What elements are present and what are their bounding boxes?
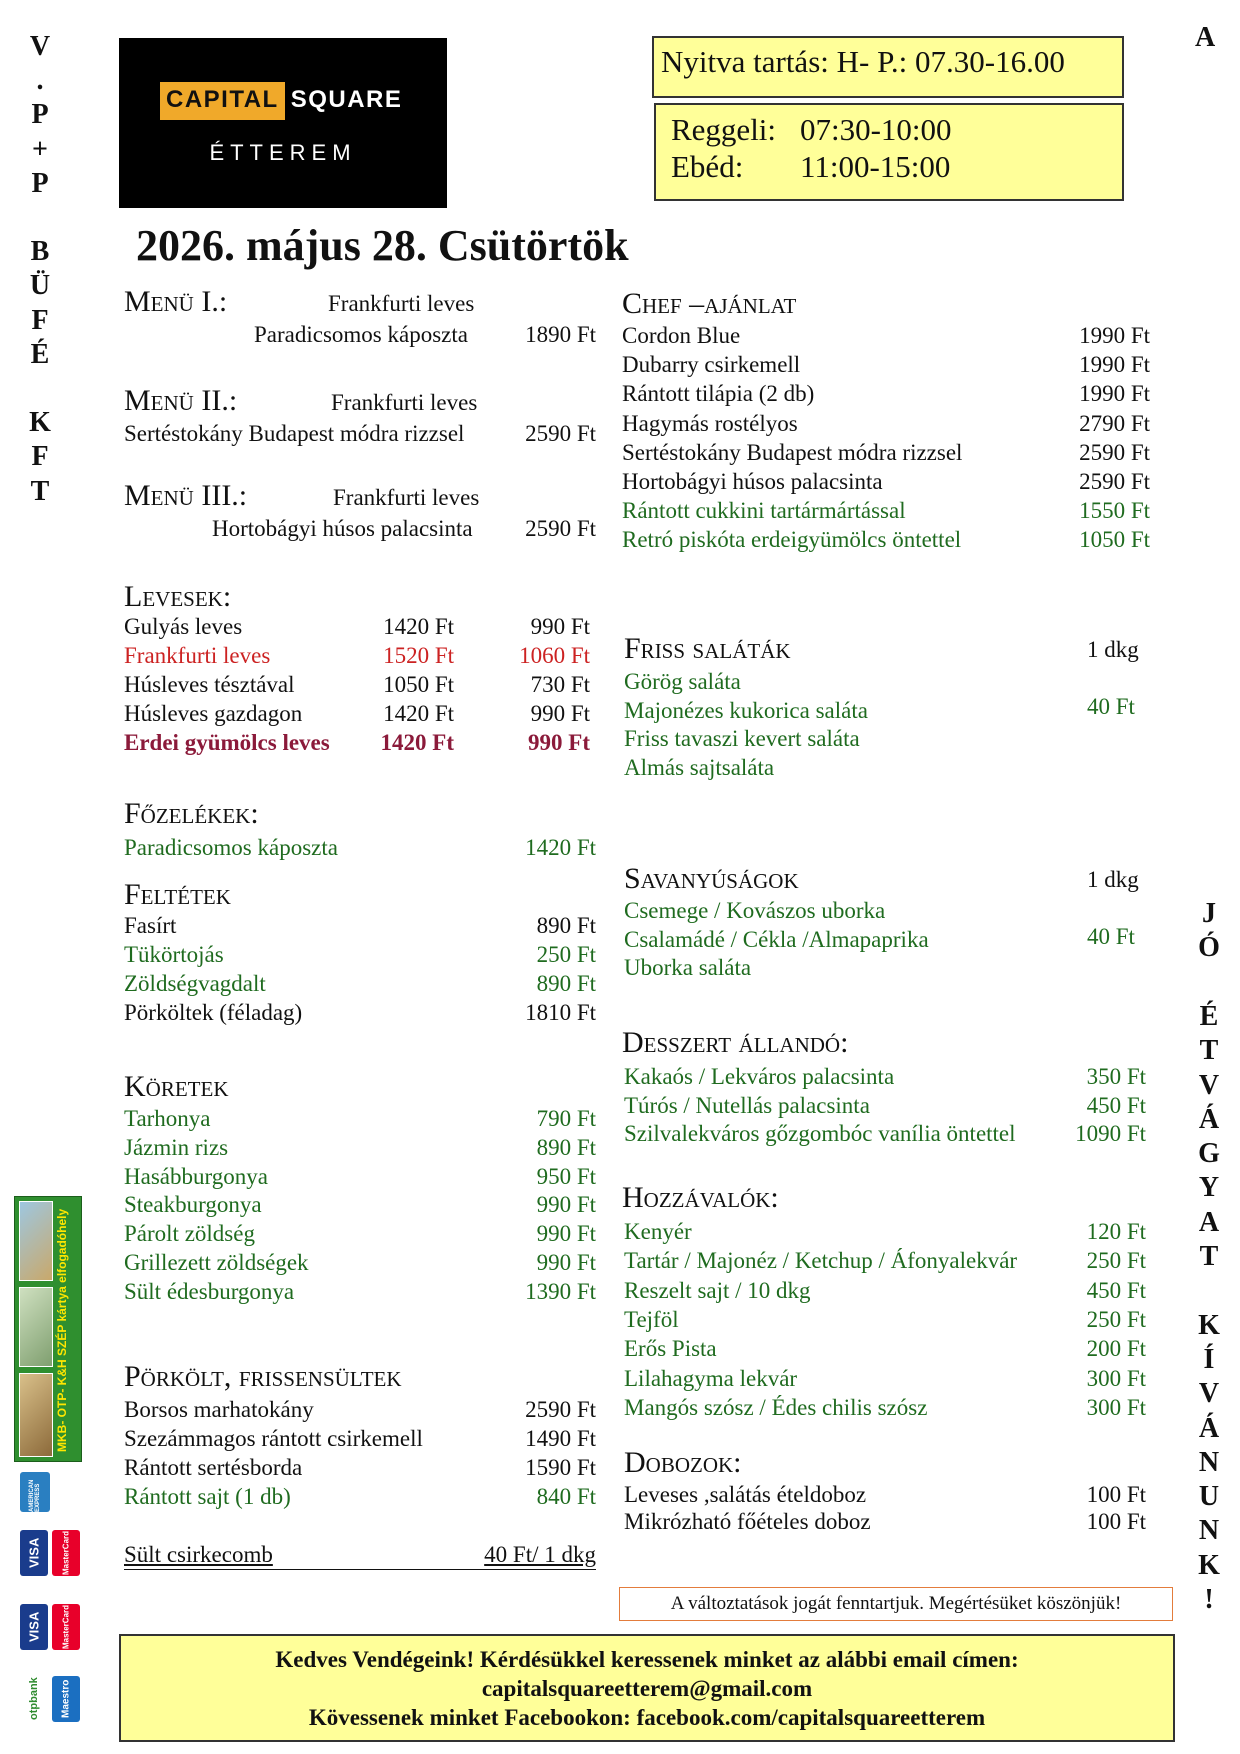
pickles-title: Savanyúságok bbox=[624, 862, 799, 895]
pickle-name: Csemege / Kovászos uborka bbox=[624, 898, 886, 923]
right-vertical-letter: É bbox=[1199, 1000, 1219, 1032]
lunch-label: Ebéd: bbox=[671, 149, 744, 184]
chef-price: 2590 Ft bbox=[1079, 469, 1150, 494]
extra-name: Lilahagyma lekvár bbox=[624, 1365, 798, 1391]
dessert-price: 450 Ft bbox=[1086, 1092, 1146, 1118]
menu-1-soup: Frankfurti leves bbox=[328, 291, 475, 316]
pickle-name: Csalamádé / Cékla /Almapaprika bbox=[624, 926, 929, 952]
maestro-icon: Maestro bbox=[52, 1676, 80, 1722]
salads-unit: 1 dkg bbox=[1087, 637, 1139, 662]
chicken-leg-underline bbox=[124, 1569, 596, 1570]
porkolt-price: 1490 Ft bbox=[525, 1426, 596, 1451]
left-vertical-letter: É bbox=[30, 338, 50, 370]
soup-name: Húsleves gazdagon bbox=[124, 701, 303, 726]
koret-name: Steakburgonya bbox=[124, 1192, 262, 1218]
logo-badge bbox=[160, 82, 402, 120]
feltet-name: Fasírt bbox=[124, 913, 177, 938]
right-vertical-letter: Í bbox=[1203, 1343, 1215, 1375]
chef-price: 1990 Ft bbox=[1079, 352, 1150, 378]
koret-price: 790 Ft bbox=[536, 1106, 596, 1131]
feltetek-title: Feltétek bbox=[124, 878, 231, 911]
chef-name: Retró piskóta erdeigyümölcs öntettel bbox=[622, 527, 962, 553]
extra-name: Mangós szósz / Édes chilis szósz bbox=[624, 1394, 928, 1420]
opening-hours: Nyitva tartás: H- P.: 07.30-16.00 bbox=[661, 44, 1065, 79]
extra-name: Kenyér bbox=[624, 1219, 692, 1244]
left-vertical-letter: Ü bbox=[29, 270, 51, 302]
chef-price: 1050 Ft bbox=[1079, 527, 1150, 553]
extra-price: 450 Ft bbox=[1086, 1277, 1146, 1303]
soup-price-large: 1520 Ft bbox=[383, 643, 454, 668]
menu-1-title: Menü I.: bbox=[124, 285, 228, 318]
left-vertical-letter: F bbox=[31, 441, 49, 473]
feltet-price: 250 Ft bbox=[536, 942, 596, 967]
soup-price-small: 990 Ft bbox=[530, 614, 590, 639]
right-vertical-letter: Á bbox=[1198, 1412, 1220, 1444]
soup-name: Gulyás leves bbox=[124, 614, 243, 639]
disclaimer-notice: A változtatások jogát fenntartjuk. Megértésüket köszönjük! bbox=[619, 1587, 1173, 1621]
boxes-title: Dobozok: bbox=[624, 1446, 742, 1479]
menu-date: 2026. május 28. Csütörtök bbox=[136, 221, 629, 270]
lunch-hours-row bbox=[671, 148, 1122, 185]
extra-price: 250 Ft bbox=[1086, 1306, 1146, 1332]
menu-2-price: 2590 Ft bbox=[525, 421, 596, 446]
menu-3-main: Hortobágyi húsos palacsinta bbox=[212, 516, 473, 541]
koret-name: Grillezett zöldségek bbox=[124, 1250, 309, 1275]
fozelek-item-price: 1420 Ft bbox=[525, 835, 596, 860]
soup-price-large: 1420 Ft bbox=[380, 730, 454, 755]
mastercard-electronic-icon: MasterCard bbox=[52, 1604, 80, 1650]
fozelek-item-name: Paradicsomos káposzta bbox=[124, 835, 338, 860]
soups-title: Levesek: bbox=[124, 580, 232, 613]
soup-price-large: 1420 Ft bbox=[383, 614, 454, 639]
right-vertical-letter: G bbox=[1198, 1138, 1220, 1170]
right-top-letter: A bbox=[1195, 22, 1216, 53]
szep-card-image-1 bbox=[19, 1201, 53, 1281]
chef-price: 1550 Ft bbox=[1079, 498, 1150, 524]
left-vertical-letter: K bbox=[29, 407, 51, 439]
dessert-price: 350 Ft bbox=[1086, 1064, 1146, 1089]
right-vertical-letter: ! bbox=[1204, 1584, 1214, 1615]
left-vertical-letter: P bbox=[31, 99, 49, 131]
porkolt-name: Szezámmagos rántott csirkemell bbox=[124, 1426, 423, 1451]
salad-name: Majonézes kukorica saláta bbox=[624, 697, 868, 723]
chef-price: 2590 Ft bbox=[1079, 439, 1150, 465]
logo-subtitle: ÉTTEREM bbox=[209, 140, 357, 165]
feltet-name: Zöldségvagdalt bbox=[124, 971, 266, 996]
contact-footer bbox=[119, 1634, 1175, 1742]
chef-price: 1990 Ft bbox=[1079, 381, 1150, 407]
chef-name: Dubarry csirkemell bbox=[622, 352, 801, 378]
dessert-name: Túrós / Nutellás palacsinta bbox=[624, 1092, 870, 1118]
left-vertical-letter: V bbox=[29, 31, 51, 62]
chef-name: Cordon Blue bbox=[622, 323, 741, 348]
extra-name: Reszelt sajt / 10 dkg bbox=[624, 1277, 811, 1303]
soup-price-small: 990 Ft bbox=[530, 701, 590, 726]
chef-price: 1990 Ft bbox=[1079, 323, 1150, 348]
porkolt-name: Rántott sertésborda bbox=[124, 1455, 303, 1480]
feltet-price: 890 Ft bbox=[536, 913, 596, 938]
chef-name: Hagymás rostélyos bbox=[622, 410, 798, 436]
right-vertical-letter: Ó bbox=[1198, 932, 1220, 964]
soup-name: Erdei gyümölcs leves bbox=[124, 730, 330, 755]
koret-name: Sült édesburgonya bbox=[124, 1278, 295, 1304]
right-vertical-letter: U bbox=[1198, 1481, 1220, 1513]
pickle-name: Uborka saláta bbox=[624, 955, 752, 980]
soup-price-large: 1420 Ft bbox=[383, 701, 454, 726]
footer-greeting: Kedves Vendégeink! Kérdésükkel keressenek minket az alábbi email címen: bbox=[275, 1647, 1019, 1672]
dessert-name: Kakaós / Lekváros palacsinta bbox=[624, 1064, 895, 1089]
salads-title: Friss saláták bbox=[624, 632, 791, 665]
right-vertical-letter: Y bbox=[1198, 1172, 1220, 1204]
logo-brand-a: CAPITAL bbox=[160, 82, 285, 120]
lunch-time: 11:00-15:00 bbox=[800, 149, 951, 184]
feltet-price: 1810 Ft bbox=[525, 1000, 596, 1025]
desserts-title: Desszert állandó: bbox=[622, 1026, 849, 1059]
menu-1-price: 1890 Ft bbox=[525, 322, 596, 347]
chef-name: Rántott cukkini tartármártással bbox=[622, 498, 906, 524]
menu-2-soup: Frankfurti leves bbox=[331, 390, 478, 415]
right-vertical-letter: T bbox=[1199, 1035, 1219, 1067]
chicken-leg-name: Sült csirkecomb bbox=[124, 1542, 273, 1567]
restaurant-logo bbox=[119, 38, 447, 208]
szep-card-image-3 bbox=[19, 1373, 53, 1457]
right-vertical-letter: Á bbox=[1198, 1103, 1220, 1135]
porkolt-name: Rántott sajt (1 db) bbox=[124, 1484, 291, 1509]
opening-hours-box bbox=[652, 36, 1124, 98]
koret-price: 990 Ft bbox=[536, 1250, 596, 1275]
menu-3-title: Menü III.: bbox=[124, 479, 248, 512]
soup-price-small: 1060 Ft bbox=[519, 643, 590, 668]
right-vertical-letter: J bbox=[1202, 898, 1216, 929]
box-price: 100 Ft bbox=[1086, 1509, 1146, 1534]
porkolt-name: Borsos marhatokány bbox=[124, 1397, 314, 1422]
right-vertical-letter: N bbox=[1198, 1515, 1220, 1547]
soup-price-large: 1050 Ft bbox=[383, 672, 454, 697]
left-vertical-letter: . bbox=[36, 65, 44, 97]
menu-2-title: Menü II.: bbox=[124, 384, 238, 417]
extra-name: Tartár / Majonéz / Ketchup / Áfonyalekvár bbox=[624, 1248, 1018, 1274]
chef-name: Sertéstokány Budapest módra rizzsel bbox=[622, 439, 963, 465]
porkolt-price: 1590 Ft bbox=[525, 1455, 596, 1480]
koret-price: 950 Ft bbox=[536, 1163, 596, 1189]
menu-2-main: Sertéstokány Budapest módra rizzsel bbox=[124, 421, 465, 446]
logo-brand-b: SQUARE bbox=[290, 86, 403, 113]
koret-price: 890 Ft bbox=[536, 1134, 596, 1160]
salad-name: Friss tavaszi kevert saláta bbox=[624, 726, 860, 751]
extra-price: 250 Ft bbox=[1086, 1248, 1146, 1274]
right-vertical-letter: V bbox=[1198, 1069, 1220, 1101]
extra-price: 300 Ft bbox=[1086, 1365, 1146, 1391]
box-name: Leveses ,salátás ételdoboz bbox=[624, 1482, 867, 1507]
extra-price: 120 Ft bbox=[1086, 1219, 1146, 1244]
menu-3-soup: Frankfurti leves bbox=[333, 485, 480, 510]
left-vertical-letter: P bbox=[31, 167, 49, 199]
koret-name: Tarhonya bbox=[124, 1106, 211, 1131]
dessert-name: Szilvalekváros gőzgombóc vanília öntettel bbox=[624, 1121, 1016, 1146]
salad-name: Almás sajtsaláta bbox=[624, 754, 775, 780]
box-price: 100 Ft bbox=[1086, 1482, 1146, 1507]
koret-name: Párolt zöldség bbox=[124, 1221, 255, 1247]
dessert-price: 1090 Ft bbox=[1075, 1121, 1146, 1146]
szep-card-badge bbox=[14, 1196, 82, 1462]
box-name: Mikrózható főételes doboz bbox=[624, 1509, 871, 1534]
right-vertical-letter: K bbox=[1198, 1309, 1220, 1341]
breakfast-hours-row bbox=[671, 111, 1122, 148]
breakfast-time: 07:30-10:00 bbox=[800, 112, 952, 147]
chef-name: Hortobágyi húsos palacsinta bbox=[622, 469, 883, 494]
szep-card-text: MKB- OTP- K&H SZÉP kártya elfogadóhely bbox=[55, 1208, 69, 1452]
porkolt-price: 2590 Ft bbox=[525, 1397, 596, 1422]
soup-price-small: 990 Ft bbox=[528, 730, 590, 755]
soup-name: Húsleves tésztával bbox=[124, 672, 295, 697]
extra-price: 300 Ft bbox=[1086, 1394, 1146, 1420]
feltet-name: Tükörtojás bbox=[124, 942, 224, 967]
chef-price: 2790 Ft bbox=[1079, 410, 1150, 436]
salad-name: Görög saláta bbox=[624, 669, 741, 694]
right-vertical-letter: K bbox=[1198, 1549, 1220, 1581]
menu-1-main: Paradicsomos káposzta bbox=[254, 322, 468, 347]
koret-price: 1390 Ft bbox=[525, 1278, 596, 1304]
footer-facebook[interactable]: Kövessenek minket Facebookon: facebook.com/capitalsquareetterem bbox=[308, 1705, 986, 1730]
feltet-price: 890 Ft bbox=[536, 971, 596, 996]
mastercard-icon: MasterCard bbox=[52, 1530, 80, 1576]
visa-electron-icon: VISA bbox=[20, 1604, 48, 1650]
extra-price: 200 Ft bbox=[1086, 1336, 1146, 1362]
porkolt-price: 840 Ft bbox=[536, 1484, 596, 1509]
otpbank-icon: otpbank bbox=[20, 1676, 48, 1722]
koret-name: Hasábburgonya bbox=[124, 1163, 268, 1189]
right-vertical-letter: N bbox=[1198, 1446, 1220, 1478]
chef-name: Rántott tilápia (2 db) bbox=[622, 381, 815, 407]
koretek-title: Köretek bbox=[124, 1070, 229, 1103]
right-vertical-letter: V bbox=[1198, 1378, 1220, 1410]
footer-email[interactable]: capitalsquareetterem@gmail.com bbox=[481, 1676, 813, 1701]
fozelek-title: Főzelékek: bbox=[124, 797, 259, 830]
salads-price: 40 Ft bbox=[1087, 694, 1135, 719]
visa-icon: VISA bbox=[20, 1530, 48, 1576]
koret-price: 990 Ft bbox=[536, 1221, 596, 1247]
koret-price: 990 Ft bbox=[536, 1192, 596, 1218]
amex-icon: AMERICAN EXPRESS bbox=[20, 1472, 50, 1512]
left-vertical-letter: F bbox=[31, 304, 49, 336]
soup-price-small: 730 Ft bbox=[530, 672, 590, 697]
chef-title: Chef –ajánlat bbox=[622, 287, 797, 320]
pickles-unit: 1 dkg bbox=[1087, 867, 1139, 892]
extra-name: Tejföl bbox=[624, 1306, 679, 1332]
breakfast-label: Reggeli: bbox=[671, 112, 777, 147]
left-vertical-letter: B bbox=[30, 236, 50, 268]
extras-title: Hozzávalók: bbox=[622, 1181, 779, 1214]
right-vertical-letter: T bbox=[1199, 1241, 1219, 1272]
left-vertical-letter: + bbox=[32, 133, 48, 165]
koret-name: Jázmin rizs bbox=[124, 1134, 229, 1160]
feltet-name: Pörköltek (féladag) bbox=[124, 1000, 303, 1025]
meal-hours-box bbox=[654, 103, 1124, 201]
left-vertical-letter: T bbox=[30, 475, 50, 507]
soup-name: Frankfurti leves bbox=[124, 643, 271, 668]
szep-card-image-2 bbox=[19, 1287, 53, 1367]
extra-name: Erős Pista bbox=[624, 1336, 717, 1362]
chicken-leg-price: 40 Ft/ 1 dkg bbox=[484, 1542, 596, 1567]
porkolt-title: Pörkölt, frissensültek bbox=[124, 1360, 402, 1393]
right-vertical-letter: A bbox=[1198, 1206, 1220, 1238]
menu-3-price: 2590 Ft bbox=[525, 516, 596, 541]
pickles-price: 40 Ft bbox=[1087, 924, 1135, 949]
